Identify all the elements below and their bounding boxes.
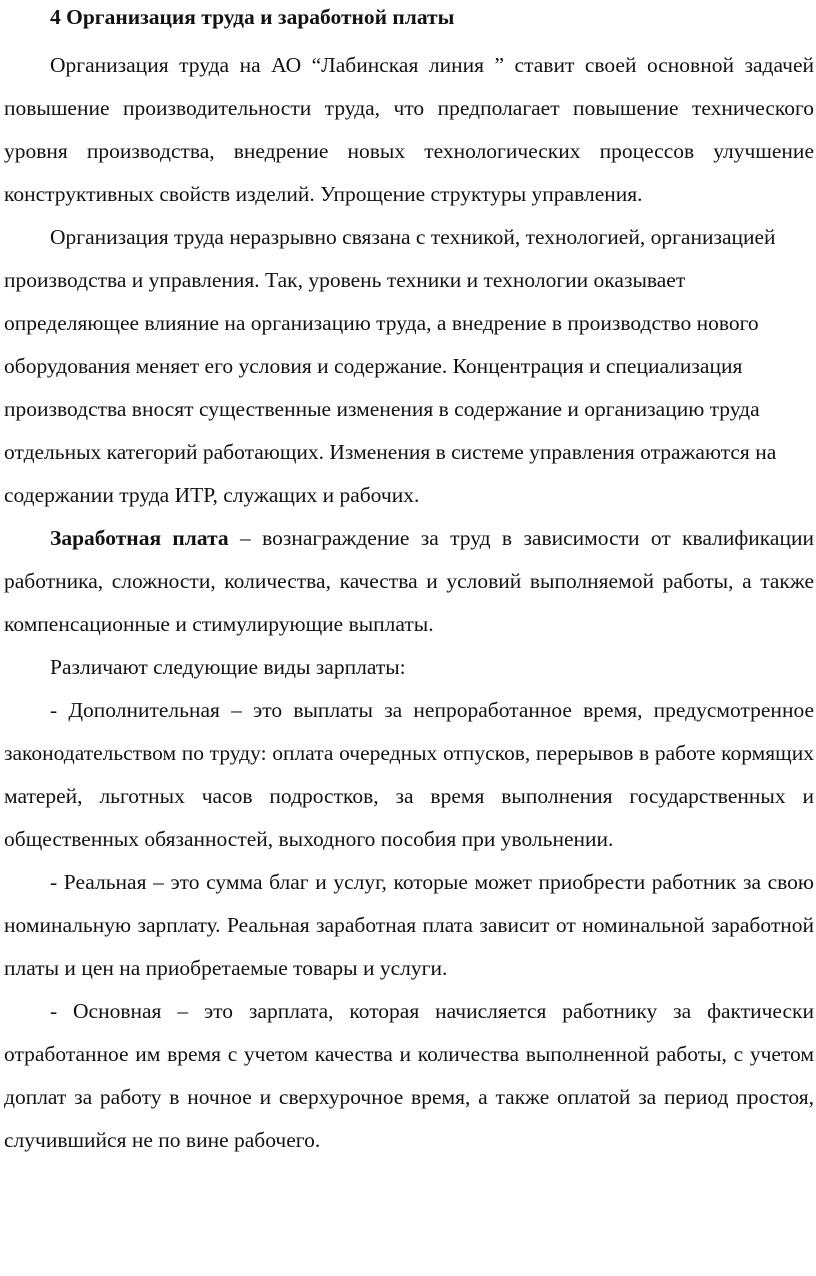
paragraph-wage-definition [4,517,814,646]
paragraph-organization-goal: Организация труда на АО “Лабинская линия ” ставит своей основной задачей повышение производительности труда, что предполагает повышение технического уровня производства, внедрение новых технологических процессов улучшение конструктивных свойств изделий. Упрощение структуры управления. [4,53,814,206]
wage-term: Заработная плата [50,526,229,550]
list-item-real-wage: - Реальная – это сумма благ и услуг, которые может приобрести работник за свою номинальную зарплату. Реальная заработная плата зависит от номинальной заработной платы и цен на приобретаемые товары и услуги. [4,870,814,980]
wage-definition-text: – вознаграждение за труд в зависимости от квалификации работника, сложности, количества, качества и условий выполняемой работы, а также компенсационные и стимулирующие выплаты. [4,526,814,636]
paragraph-wage-types-intro: Различают следующие виды зарплаты: [50,655,406,679]
list-item-basic-wage: - Основная – это зарплата, которая начисляется работнику за фактически отработанное им время с учетом качества и количества выполненной работы, с учетом доплат за работу в ночное и сверхурочное время, а также оплатой за период простоя, случившийся не по вине рабочего. [4,999,814,1152]
paragraph-organization-links: Организация труда неразрывно связана с техникой, технологией, организацией производства и управления. Так, уровень техники и технологии оказывает определяющее влияние на организацию труда, а внедрение в производство нового оборудования меняет его условия и содержание. Концентрация и специализация производства вносят существенные изменения в содержание и организацию труда отдельных категорий работающих. Изменения в системе управления отражаются на содержании труда ИТР, служащих и рабочих. [4,225,777,507]
section-heading: 4 Организация труда и заработной платы [50,5,455,29]
list-item-additional-wage: - Дополнительная – это выплаты за непроработанное время, предусмотренное законодательством по труду: оплата очередных отпусков, перерывов в работе кормящих матерей, льготных часов подростков, за время выполнения государственных и общественных обязанностей, выходного пособия при увольнении. [4,698,814,851]
